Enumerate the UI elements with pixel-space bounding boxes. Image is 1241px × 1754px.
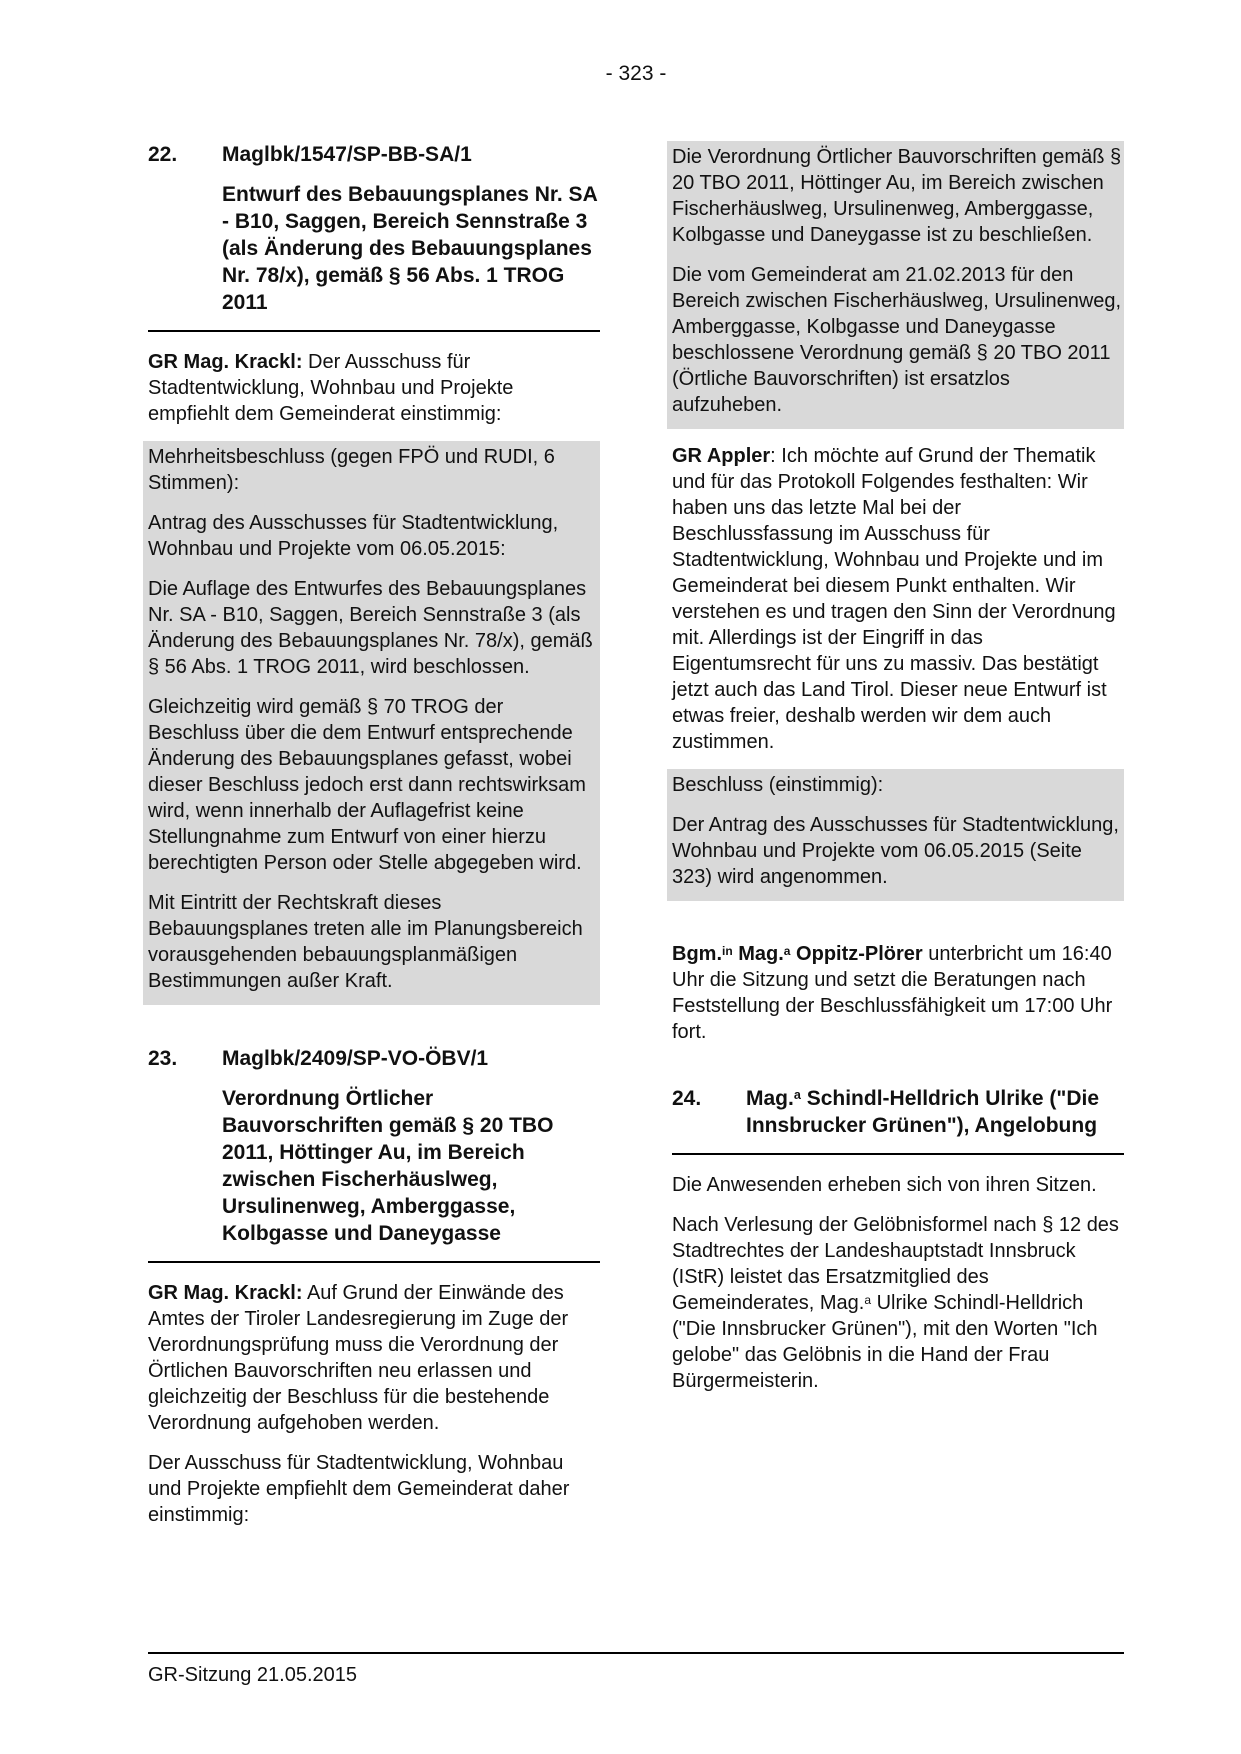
agenda-item-number: 22.	[148, 143, 178, 166]
decision-paragraph: Beschluss (einstimmig):	[672, 774, 884, 796]
agenda-item-title	[746, 1085, 1124, 1139]
paragraph	[148, 349, 600, 427]
paragraph	[148, 1280, 600, 1436]
text-segment: Oppitz-Plörer	[790, 943, 923, 965]
text-segment: Der Ausschuss für Stadtentwicklung, Wohnbau und Projekte empfiehlt dem Gemeinderat einstimmig:	[148, 351, 514, 425]
decision-paragraph: Gleichzeitig wird gemäß § 70 TROG der Beschluss über die dem Entwurf entsprechende Änderung des Bebauungsplanes gefasst, wobei dieser Beschluss jedoch erst dann rechtswirksam wird, wenn innerhalb der Auflagefrist keine Stellungnahme zum Entwurf von einer hierzu berechtigten Person oder Stelle abgegeben wird.	[148, 696, 586, 874]
decision-paragraph: Mit Eintritt der Rechtskraft dieses Bebauungsplanes treten alle im Planungsbereich vorausgehenden bebauungsplanmäßigen Bestimmungen außer Kraft.	[148, 892, 583, 992]
text-segment: Schindl-Helldrich Ulrike ("Die Innsbrucker Grünen"), Angelobung	[746, 1087, 1100, 1137]
page-number: - 323 -	[605, 62, 667, 85]
text-segment: GR Mag. Krackl:	[148, 1282, 303, 1304]
decision-paragraph: Die Verordnung Örtlicher Bauvorschriften gemäß § 20 TBO 2011, Höttinger Au, im Bereich zwischen Fischerhäuslweg, Ursulinenweg, Amberggasse, Kolbgasse und Daneygasse ist zu beschließen.	[672, 146, 1122, 246]
paragraph	[672, 443, 1124, 755]
text-segment: Bgm.	[672, 943, 722, 965]
agenda-item	[148, 141, 600, 332]
two-column-layout	[148, 141, 1124, 1542]
column-right	[672, 141, 1124, 1408]
text-segment: a	[783, 943, 791, 958]
text-segment: Ulrike Schindl-Helldrich ("Die Innsbrucker Grünen"), mit den Worten "Ich gelobe" das Gelöbnis in die Hand der Frau Bürgermeisterin.	[672, 1292, 1098, 1392]
text-segment: Mag.	[732, 943, 784, 965]
text-segment: Auf Grund der Einwände des Amtes der Tiroler Landesregierung im Zuge der Verordnungsprüfung muss die Verordnung der Örtlichen Bauvorschriften neu erlassen und gleichzeitig der Beschluss für die bestehende Verordnung aufgehoben werden.	[148, 1282, 569, 1434]
agenda-item	[148, 1045, 600, 1263]
text-segment: a	[864, 1292, 872, 1307]
decision-block	[143, 441, 600, 1005]
agenda-item-reference: Maglbk/2409/SP-VO-ÖBV/1	[222, 1047, 489, 1070]
paragraph	[672, 1212, 1124, 1394]
agenda-item-title: Entwurf des Bebauungsplanes Nr. SA - B10, Saggen, Bereich Sennstraße 3 (als Änderung des Bebauungsplanes Nr. 78/x), gemäß § 56 Abs. 1 TROG 2011	[222, 183, 597, 314]
decision-block	[667, 769, 1124, 901]
text-segment: unterbricht um 16:40 Uhr die Sitzung und setzt die Beratungen nach Feststellung der Beschlussfähigkeit um 17:00 Uhr fort.	[672, 943, 1113, 1043]
footer-rule	[148, 1652, 1124, 1654]
decision-paragraph: Antrag des Ausschusses für Stadtentwicklung, Wohnbau und Projekte vom 06.05.2015:	[148, 512, 559, 560]
decision-paragraph: Die Auflage des Entwurfes des Bebauungsplanes Nr. SA - B10, Saggen, Bereich Sennstraße 3 (als Änderung des Bebauungsplanes Nr. 78/x), gemäß § 56 Abs. 1 TROG 2011, wird beschlossen.	[148, 578, 593, 678]
decision-block	[667, 141, 1124, 429]
agenda-item-number: 24.	[672, 1087, 702, 1110]
text-segment: a	[793, 1088, 801, 1103]
decision-paragraph: Der Antrag des Ausschusses für Stadtentwicklung, Wohnbau und Projekte vom 06.05.2015 (Seite 323) wird angenommen.	[672, 814, 1119, 888]
text-segment: : Ich möchte auf Grund der Thematik und für das Protokoll Folgendes festhalten: Wir haben uns das letzte Mal bei der Beschlussfassung im Ausschuss für Stadtentwicklung, Wohnbau und Projekte und im Gemeinderat bei diesem Punkt enthalten. Wir verstehen es und tragen den Sinn der Verordnung mit. Allerdings ist der Eingriff in das Eigentumsrecht für uns zu massiv. Das bestätigt jetzt auch das Land Tirol. Dieser neue Entwurf ist etwas freier, deshalb werden wir dem auch zustimmen.	[672, 445, 1116, 753]
session-footer: GR-Sitzung 21.05.2015	[148, 1664, 358, 1686]
agenda-item-reference: Maglbk/1547/SP-BB-SA/1	[222, 143, 472, 166]
text-segment: Mag.	[746, 1087, 794, 1110]
decision-paragraph: Mehrheitsbeschluss (gegen FPÖ und RUDI, 6 Stimmen):	[148, 446, 555, 494]
text-segment: Nach Verlesung der Gelöbnisformel nach § 12 des Stadtrechtes der Landeshauptstadt Innsbruck (IStR) leistet das Ersatzmitglied des Gemeinderates, Mag.	[672, 1214, 1119, 1314]
agenda-item-number: 23.	[148, 1047, 178, 1070]
agenda-item	[672, 1085, 1124, 1155]
paragraph: Der Ausschuss für Stadtentwicklung, Wohnbau und Projekte empfiehlt dem Gemeinderat daher einstimmig:	[148, 1452, 570, 1526]
agenda-item-title: Verordnung Örtlicher Bauvorschriften gemäß § 20 TBO 2011, Höttinger Au, im Bereich zwischen Fischerhäuslweg, Ursulinenweg, Amberggasse, Kolbgasse und Daneygasse	[222, 1087, 554, 1245]
text-segment: in	[722, 943, 733, 958]
column-left	[148, 141, 600, 1542]
text-segment: GR Appler	[672, 445, 771, 467]
decision-paragraph: Die vom Gemeinderat am 21.02.2013 für den Bereich zwischen Fischerhäuslweg, Ursulinenweg, Amberggasse, Kolbgasse und Daneygasse beschlossene Verordnung gemäß § 20 TBO 2011 (Örtliche Bauvorschriften) ist ersatzlos aufzuheben.	[672, 264, 1122, 416]
text-segment: GR Mag. Krackl:	[148, 351, 303, 373]
paragraph	[672, 941, 1124, 1045]
paragraph: Die Anwesenden erheben sich von ihren Sitzen.	[672, 1174, 1097, 1196]
